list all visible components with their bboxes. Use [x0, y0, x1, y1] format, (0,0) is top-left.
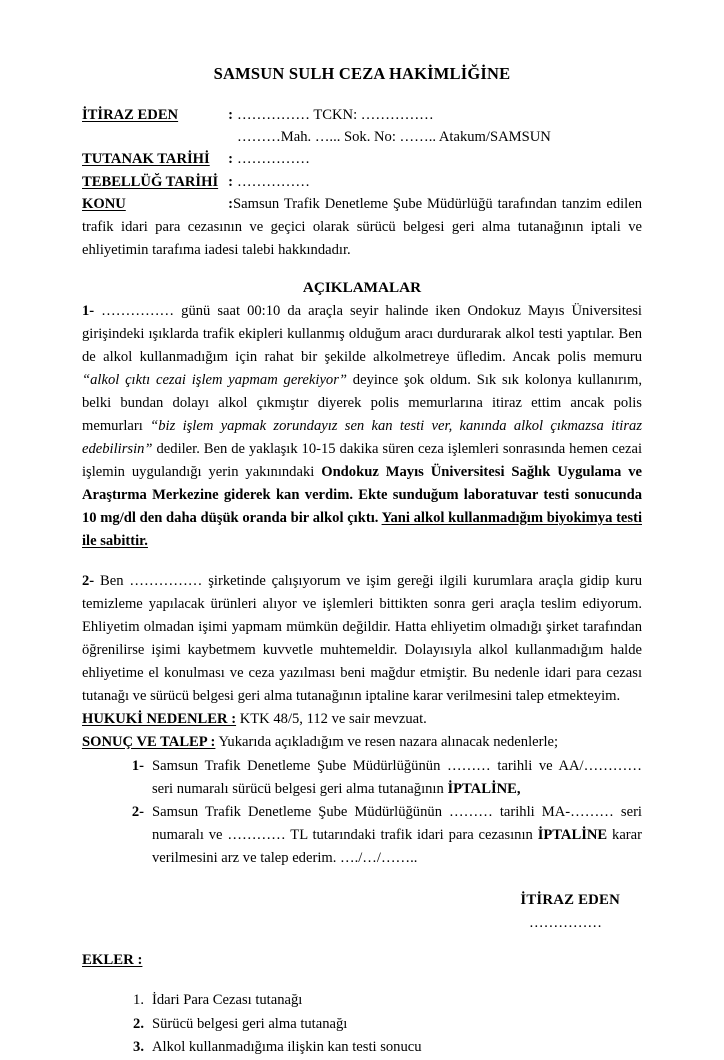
attachment-item	[122, 1013, 642, 1037]
paragraph-1-segment-1: …………… günü saat 00:10 da araçla seyir halinde iken Ondokuz Mayıs Üniversitesi girişindeki ışıklarda trafik ekipleri kullanmış olduğum aracı durdurarak alkol testi yaptılar. Ben de alkol kullanmadığım için rahat bir şekilde alkolmetreye üfledim. Ancak polis memuru	[82, 302, 642, 365]
signature-block	[82, 892, 642, 932]
paragraph-1-quote-2: “biz işlem yapmak zorundayız sen kan testi ver, kanında alkol çıkmazsa itiraz edebilirsin”	[82, 417, 642, 457]
attachment-item	[122, 989, 642, 1013]
field-row-tutanak-tarihi	[82, 148, 642, 170]
legal-grounds-row	[82, 708, 642, 731]
field-value-tutanak-tarihi: ……………	[237, 151, 310, 168]
paragraph-2	[82, 570, 642, 708]
field-row-konu	[82, 193, 642, 262]
claim-text-segment-1: Samsun Trafik Denetleme Şube Müdürlüğünün ……… tarihli ve AA/………… seri numaralı sürücü belgesi geri alma tutanağının	[152, 758, 642, 798]
paragraph-1-quote-1: “alkol çıktı cezai işlem yapmam gerekiyor”	[82, 371, 348, 388]
field-row-tebellug-tarihi	[82, 171, 642, 193]
attachments-list	[82, 989, 642, 1060]
signature-line: ……………	[529, 915, 602, 932]
section-heading-aciklamalar: AÇIKLAMALAR	[302, 278, 422, 296]
paragraph-2-text: Ben …………… şirketinde çalışıyorum ve işim gereği ilgili kurumlara araçla gidip kuru temizleme yapılacak ürünleri alıyor ve işlemleri bittikten sonra geri araçla teslim ediyorum. Ehliyetim olmadan işimi yapmam mümkün değildir. Hatta ehliyetim olmadığı şirket tarafından öğrenilirse işimi kaybetmem kuvvetle muhtemeldir. Dolayısıyla alkol kullanmadığım halde ehliyetime el konulması ve ceza yazılması beni mağdur etmiştir. Bu nedenle idari para cezası tutanağı ve sürücü belgesi geri alma tutanağının iptaline karar verilmesini talep etmekteyim.	[82, 572, 642, 704]
field-value-itiraz-eden-address: ………Mah. …... Sok. No: …….. Atakum/SAMSUN	[237, 129, 551, 146]
field-value-itiraz-eden: …………… TCKN: ……………	[237, 107, 434, 123]
conclusion-value: Yukarıda açıkladığım ve resen nazara alınacak nedenlerle;	[215, 733, 559, 750]
attachments-section	[82, 932, 642, 1060]
conclusion-row	[82, 731, 642, 754]
conclusion-label: SONUÇ VE TALEP :	[82, 733, 216, 750]
claim-marker: 1-	[131, 758, 144, 775]
claim-emphasis: İPTALİNE	[537, 827, 608, 844]
paragraph-1-segment-3: dediler. Ben de yaklaşık 10-15 dakika süren ceza işlemleri sonrasında hemen cezai işlemin uygulandığı yerin yakınındaki	[82, 440, 642, 480]
paragraph-1-emphasis: Ondokuz Mayıs Üniversitesi Sağlık Uygulama ve Araştırma Merkezine giderek kan verdim. Ekte sunduğum laboratuvar testi sonucunda 10 mg/dl den daha düşük oranda bir alkol çıktı.	[82, 463, 642, 526]
legal-grounds-label: HUKUKİ NEDENLER :	[82, 710, 237, 727]
attachment-marker: 1.	[133, 992, 144, 1009]
paragraph-1-emphasis-underlined: Yani alkol kullanmadığım biyokimya testi ile sabittir.	[82, 509, 642, 549]
paragraph-1-segment-2: deyince şok oldum. Sık sık kolonya kullanırım, belki bundan dolayı alkol çıkmıştır diyerek polis memurlarına itiraz ettim ancak polis memurları	[82, 371, 642, 434]
attachment-marker: 2.	[133, 1015, 144, 1032]
attachment-marker: 3.	[133, 1039, 144, 1056]
claim-text-segment-2: karar verilmesini arz ve talep ederim. …./…/……..	[152, 827, 642, 867]
legal-grounds-value: KTK 48/5, 112 ve sair mevzuat.	[236, 710, 427, 727]
field-value-tebellug-tarihi: ……………	[237, 173, 310, 190]
claim-item	[122, 801, 642, 870]
field-row-itiraz-eden	[82, 104, 642, 126]
field-label-konu: KONU :	[82, 195, 233, 212]
attachments-heading: EKLER :	[82, 952, 143, 969]
attachment-text: Sürücü belgesi geri alma tutanağı	[152, 1015, 348, 1032]
field-label-tebellug-tarihi: TEBELLÜĞ TARİHİ :	[82, 173, 233, 190]
attachment-item	[122, 1036, 642, 1060]
claim-marker: 2-	[131, 804, 144, 821]
field-label-itiraz-eden: İTİRAZ EDEN :	[82, 107, 233, 123]
attachment-text: Alkol kullanmadığıma ilişkin kan testi sonucu	[152, 1039, 422, 1056]
paragraph-1	[82, 300, 642, 553]
attachment-text: İdari Para Cezası tutanağı	[152, 992, 303, 1009]
claim-item	[122, 755, 642, 801]
field-label-tutanak-tarihi: TUTANAK TARİHİ :	[82, 151, 233, 168]
signature-name: İTİRAZ EDEN	[520, 892, 620, 909]
claims-list	[82, 755, 642, 870]
page-title: SAMSUN SULH CEZA HAKİMLİĞİNE	[213, 64, 511, 83]
claim-text-segment-1: Samsun Trafik Denetleme Şube Müdürlüğünün ……… tarihli MA-……… seri numaralı ve ………… TL tutarındaki trafik idari para cezasının	[152, 804, 642, 844]
paragraph-2-marker: 2-	[82, 572, 95, 589]
claim-emphasis: İPTALİNE,	[447, 781, 521, 798]
paragraph-1-marker: 1-	[82, 302, 95, 319]
field-value-konu: Samsun Trafik Denetleme Şube Müdürlüğü tarafından tanzim edilen trafik idari para cezasının ve geçici olarak sürücü belgesi geri alma tutanağının iptali ve ehliyetimin tarafıma iadesi talebi hakkındadır.	[82, 195, 642, 258]
